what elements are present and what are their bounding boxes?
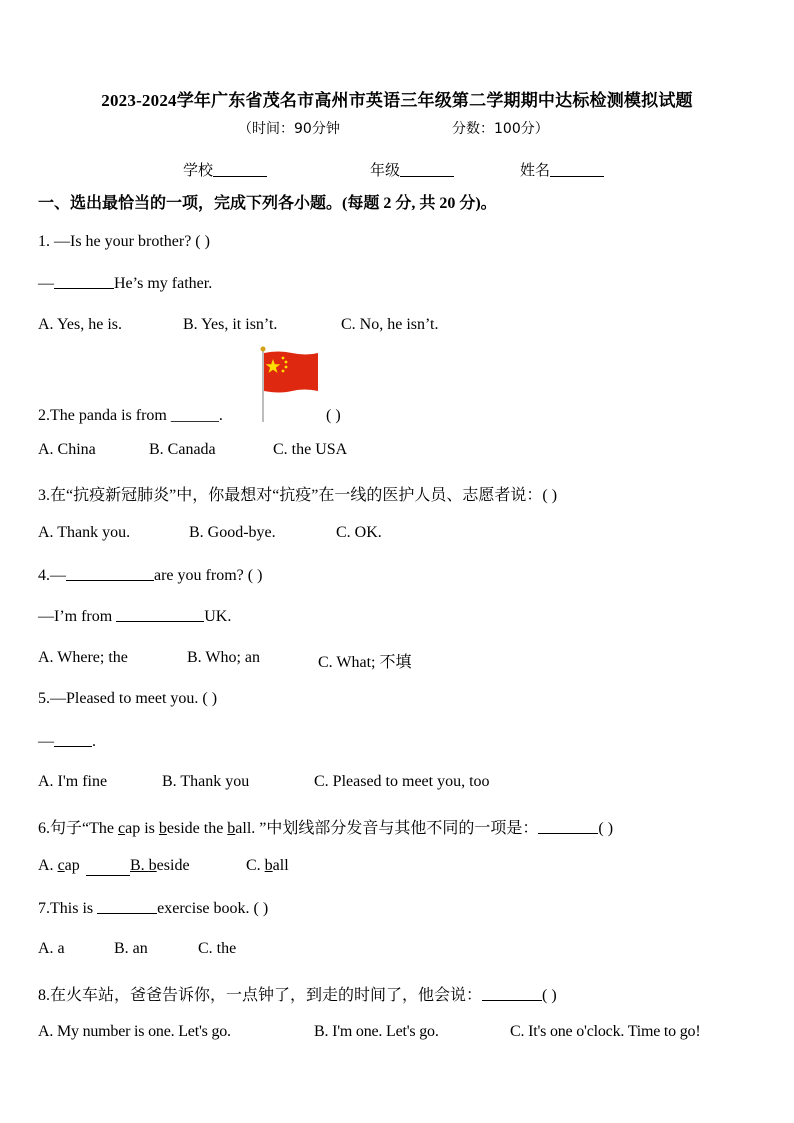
q3-option-c[interactable]: C. OK. (336, 524, 382, 541)
q8-option-a[interactable]: A. My number is one. Let's go. (38, 1023, 231, 1040)
name-label: 姓名 (520, 161, 551, 179)
name-field (520, 159, 604, 180)
q1-answer: — He’s my father. (38, 275, 213, 292)
q4-option-a[interactable]: A. Where; the (38, 649, 128, 666)
time-limit: （时间：90分钟 (238, 121, 340, 137)
q5-option-b[interactable]: B. Thank you (162, 773, 250, 790)
q5-answer: — . (38, 733, 96, 750)
q4-answer: —I’m from UK. (38, 608, 232, 625)
total-score: 分数：100分） (452, 121, 549, 137)
q5-option-c[interactable]: C. Pleased to meet you, too (314, 773, 490, 790)
q6-option-divider (86, 874, 130, 876)
school-label: 学校 (183, 161, 214, 179)
q2-option-a[interactable]: A. China (38, 441, 96, 458)
q2-paren: ( ) (326, 407, 341, 424)
q2-stem: 2.The panda is from ______. ( ) (38, 407, 341, 424)
q4-blank-1[interactable] (66, 566, 154, 581)
q1-stem: 1. —Is he your brother? ( ) (38, 233, 210, 250)
q5-option-a[interactable]: A. I'm fine (38, 773, 108, 790)
q6-option-a[interactable]: A. cap (38, 857, 80, 874)
q4-blank-2[interactable] (116, 607, 204, 622)
name-blank[interactable] (550, 162, 604, 177)
exam-title: 2023-2024学年广东省茂名市高州市英语三年级第二学期期中达标检测模拟试题 (101, 91, 693, 110)
q8-option-b[interactable]: B. I'm one. Let's go. (314, 1023, 439, 1040)
q7-stem: 7.This is exercise book. ( ) (38, 900, 269, 917)
grade-label: 年级 (370, 161, 401, 179)
q4-option-c[interactable]: C. What; 不填 (318, 654, 412, 671)
q8-blank[interactable] (482, 986, 542, 1001)
q3-option-b[interactable]: B. Good-bye. (189, 524, 276, 541)
school-field (183, 159, 267, 180)
school-blank[interactable] (213, 162, 267, 177)
q2-option-b[interactable]: B. Canada (149, 441, 216, 458)
q6-option-b[interactable]: B. beside (130, 857, 190, 874)
q3-stem: 3.在“抗疫新冠肺炎”中，你最想对“抗疫”在一线的医护人员、志愿者说：( ) (38, 487, 558, 504)
q6-stem: 6.句子“The cap is beside the ball. ”中划线部分发音与其他不同的一项是： ( ) (38, 820, 614, 837)
q2-option-c[interactable]: C. the USA (273, 441, 348, 458)
q1-option-a[interactable]: A. Yes, he is. (38, 316, 123, 333)
section-title: 一、选出最恰当的一项，完成下列各小题。(每题 2 分, 共 20 分)。 (38, 195, 497, 212)
q8-option-c[interactable]: C. It's one o'clock. Time to go! (510, 1023, 701, 1040)
q7-option-b[interactable]: B. an (114, 940, 148, 957)
q4-stem: 4.— are you from? ( ) (38, 567, 263, 584)
q6-blank[interactable] (538, 819, 598, 834)
grade-field (370, 159, 454, 180)
q6-paren: ( ) (598, 820, 614, 837)
q7-option-a[interactable]: A. a (38, 940, 65, 957)
q6-option-c[interactable]: C. ball (246, 857, 289, 874)
q1-option-b[interactable]: B. Yes, it isn’t. (183, 316, 278, 333)
china-flag-icon (258, 345, 322, 423)
q4-option-b[interactable]: B. Who; an (187, 649, 261, 666)
q1-option-c[interactable]: C. No, he isn’t. (341, 316, 439, 333)
q8-stem: 8.在火车站，爸爸告诉你，一点钟了，到走的时间了，他会说： ( ) (38, 987, 557, 1004)
q7-option-c[interactable]: C. the (198, 940, 237, 957)
q5-blank[interactable] (54, 732, 92, 747)
q1-blank[interactable] (54, 274, 114, 289)
q3-option-a[interactable]: A. Thank you. (38, 524, 131, 541)
grade-blank[interactable] (400, 162, 454, 177)
q5-stem: 5.—Pleased to meet you. ( ) (38, 690, 218, 707)
q7-blank[interactable] (97, 899, 157, 914)
